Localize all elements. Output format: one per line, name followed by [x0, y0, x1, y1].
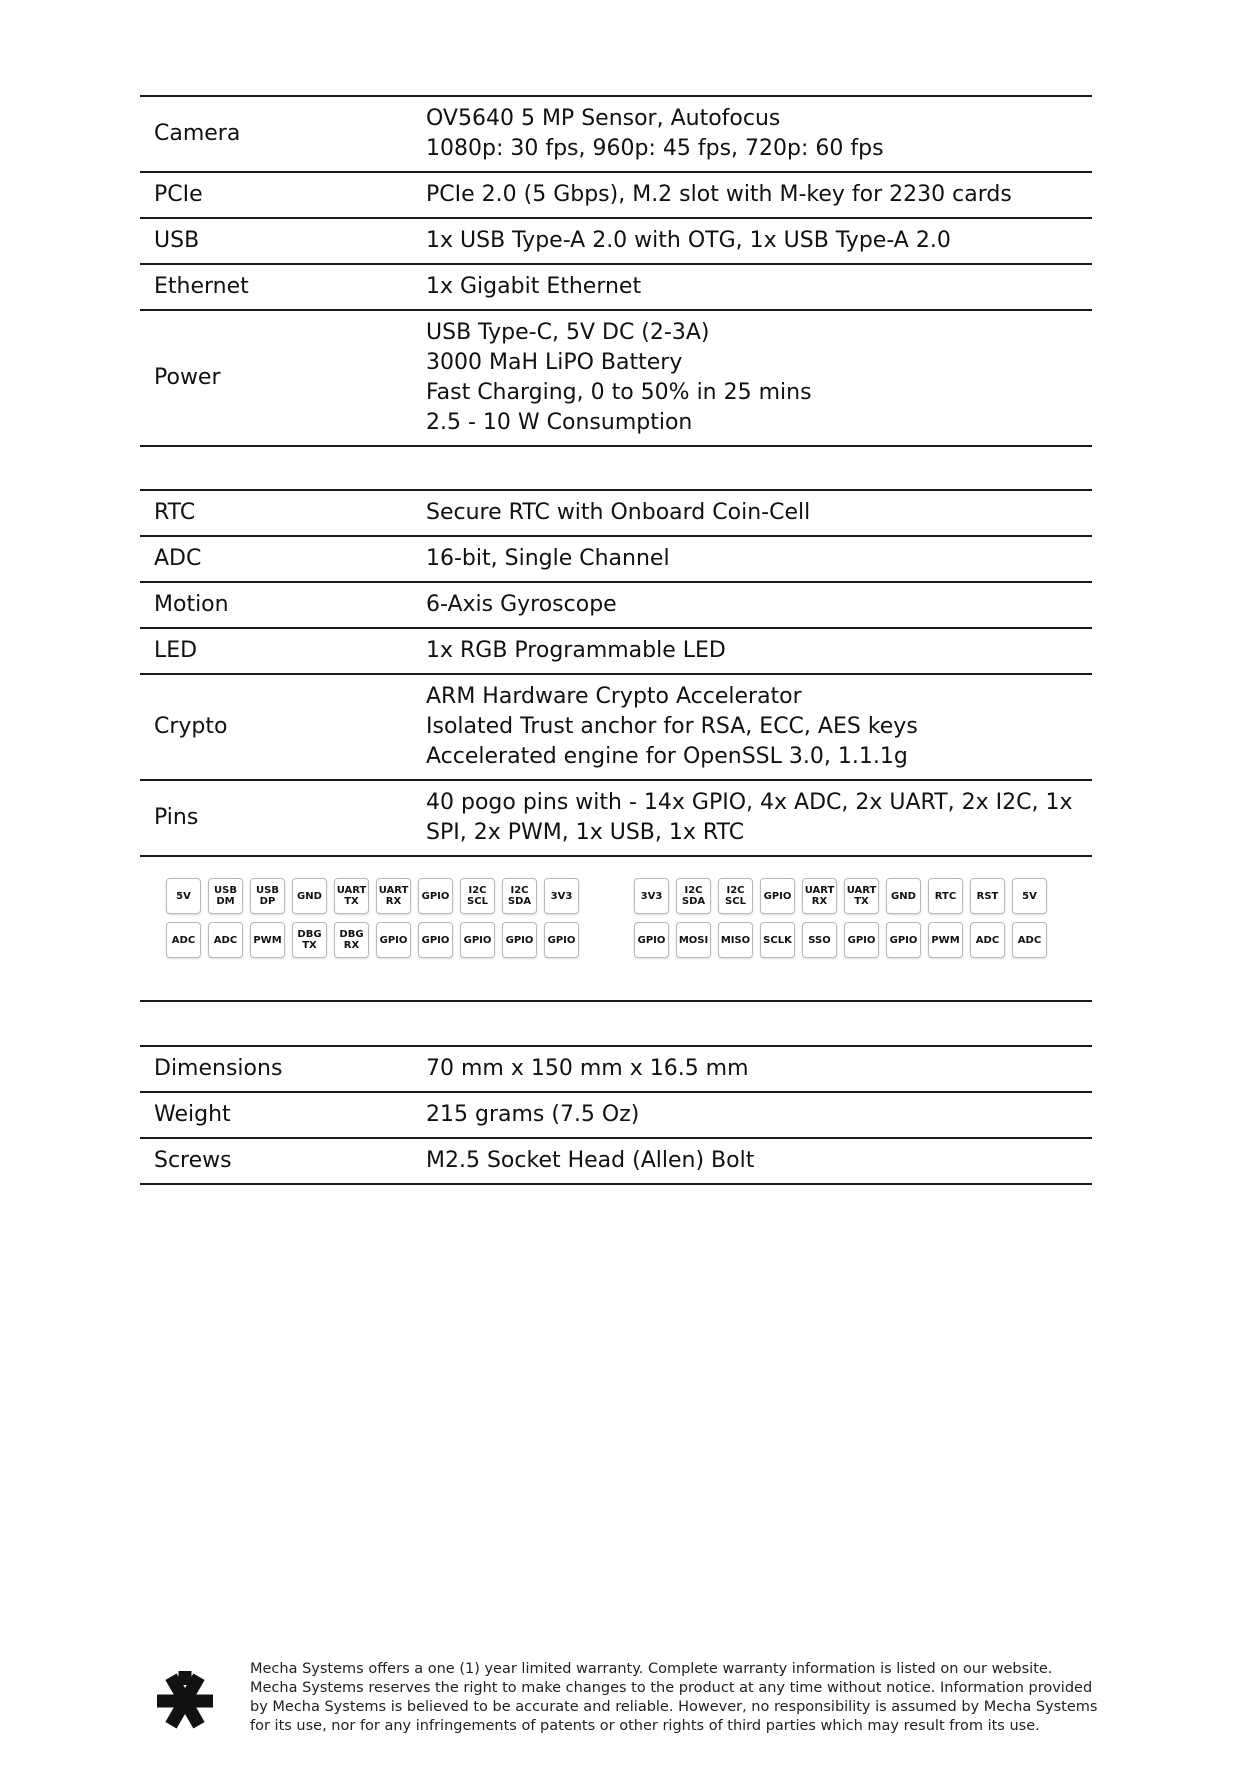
spec-value-line: 215 grams (7.5 Oz): [426, 1102, 640, 1127]
spec-value-line: 2.5 - 10 W Consumption: [426, 410, 693, 435]
pin-badge: I2C SDA: [502, 878, 537, 914]
spec-value: [426, 674, 1092, 780]
legal-line: by Mecha Systems is believed to be accurate and reliable. However, no responsibility is assumed by Mecha Systems: [250, 1699, 1098, 1715]
spec-value: [426, 582, 1092, 628]
spec-value-line: 6-Axis Gyroscope: [426, 592, 617, 617]
spec-row-ethernet: [140, 264, 1092, 310]
pin-badge: GPIO: [544, 922, 579, 958]
spec-label: Motion: [154, 592, 229, 617]
spec-row-usb: [140, 218, 1092, 264]
pin-badge: MISO: [718, 922, 753, 958]
spec-value: [426, 1046, 1092, 1092]
spec-label: Camera: [154, 121, 241, 146]
spec-value: [426, 218, 1092, 264]
spec-value: [426, 490, 1092, 536]
pin-badge: DBG TX: [292, 922, 327, 958]
spec-row-screws: [140, 1138, 1092, 1184]
pin-badge: GND: [886, 878, 921, 914]
spec-row-weight: [140, 1092, 1092, 1138]
pinout-diagram: [140, 858, 1092, 1002]
pin-row-top: [166, 878, 579, 914]
pin-badge: ADC: [208, 922, 243, 958]
spec-value-line: OV5640 5 MP Sensor, Autofocus: [426, 106, 781, 131]
spec-value: [426, 780, 1092, 856]
spec-value-line: Isolated Trust anchor for RSA, ECC, AES keys: [426, 714, 918, 739]
pin-badge: GPIO: [634, 922, 669, 958]
pin-badge: GPIO: [502, 922, 537, 958]
spec-value: [426, 264, 1092, 310]
spec-label: Screws: [154, 1148, 232, 1173]
spec-label: Ethernet: [154, 274, 249, 299]
pin-badge: 3V3: [634, 878, 669, 914]
spec-label: Weight: [154, 1102, 231, 1127]
pin-badge: USB DM: [208, 878, 243, 914]
spec-value-line: 16-bit, Single Channel: [426, 546, 670, 571]
spec-label: Crypto: [154, 714, 228, 739]
spec-row-pcie: [140, 172, 1092, 218]
spec-value-line: 70 mm x 150 mm x 16.5 mm: [426, 1056, 749, 1081]
pin-badge: 5V: [1012, 878, 1047, 914]
pin-badge: PWM: [250, 922, 285, 958]
spec-value-line: 3000 MaH LiPO Battery: [426, 350, 683, 375]
spec-value-line: USB Type-C, 5V DC (2-3A): [426, 320, 710, 345]
pin-badge: MOSI: [676, 922, 711, 958]
pin-badge: SSO: [802, 922, 837, 958]
spec-value-line: Accelerated engine for OpenSSL 3.0, 1.1.1g: [426, 744, 908, 769]
spec-value: [426, 1092, 1092, 1138]
spec-value: [426, 536, 1092, 582]
spec-value: [426, 1138, 1092, 1184]
spec-row-adc: [140, 536, 1092, 582]
legal-disclaimer: [250, 1660, 1100, 1736]
pin-badge: 3V3: [544, 878, 579, 914]
spec-row-led: [140, 628, 1092, 674]
pin-badge: ADC: [970, 922, 1005, 958]
spec-value-line: Fast Charging, 0 to 50% in 25 mins: [426, 380, 812, 405]
pin-row-bottom: [634, 922, 1047, 958]
spec-value-line: 1x Gigabit Ethernet: [426, 274, 642, 299]
spec-table-features: [140, 489, 1092, 857]
spec-value-line: 1x USB Type-A 2.0 with OTG, 1x USB Type-A 2.0: [426, 228, 951, 253]
pin-group-left: [166, 878, 579, 966]
spec-label: Pins: [154, 805, 199, 830]
spec-label: RTC: [154, 500, 196, 525]
spec-label: USB: [154, 228, 200, 253]
spec-value: [426, 310, 1092, 446]
pin-badge: UART RX: [802, 878, 837, 914]
spec-row-rtc: [140, 490, 1092, 536]
spec-value: [426, 628, 1092, 674]
spec-table-hardware: [140, 95, 1092, 447]
pin-badge: DBG RX: [334, 922, 369, 958]
pin-badge: GPIO: [460, 922, 495, 958]
pin-badge: PWM: [928, 922, 963, 958]
pin-badge: RST: [970, 878, 1005, 914]
pin-badge: USB DP: [250, 878, 285, 914]
pin-badge: GPIO: [376, 922, 411, 958]
spec-value: [426, 172, 1092, 218]
pin-badge: 5V: [166, 878, 201, 914]
legal-line: Mecha Systems reserves the right to make changes to the product at any time without notice. Information provided: [250, 1680, 1093, 1696]
spec-label: PCIe: [154, 182, 203, 207]
pin-badge: ADC: [1012, 922, 1047, 958]
pin-badge: GND: [292, 878, 327, 914]
pin-badge: UART RX: [376, 878, 411, 914]
spec-value-line: 1080p: 30 fps, 960p: 45 fps, 720p: 60 fps: [426, 136, 884, 161]
legal-line: Mecha Systems offers a one (1) year limited warranty. Complete warranty information is listed on our website.: [250, 1661, 1053, 1677]
spec-row-motion: [140, 582, 1092, 628]
pin-badge: I2C SCL: [718, 878, 753, 914]
pin-badge: GPIO: [844, 922, 879, 958]
legal-line: for its use, nor for any infringements of patents or other rights of third parties which may result from its use.: [250, 1718, 1040, 1734]
spec-row-power: [140, 310, 1092, 446]
pin-badge: UART TX: [844, 878, 879, 914]
spec-value-line: SPI, 2x PWM, 1x USB, 1x RTC: [426, 820, 745, 845]
spec-row-camera: [140, 96, 1092, 172]
pin-group-right: [634, 878, 1047, 966]
spec-value-line: M2.5 Socket Head (Allen) Bolt: [426, 1148, 755, 1173]
spec-value-line: PCIe 2.0 (5 Gbps), M.2 slot with M-key for 2230 cards: [426, 182, 1012, 207]
spec-value-line: 1x RGB Programmable LED: [426, 638, 726, 663]
pin-badge: RTC: [928, 878, 963, 914]
spec-label: Dimensions: [154, 1056, 283, 1081]
spec-value: [426, 96, 1092, 172]
pin-badge: I2C SCL: [460, 878, 495, 914]
pin-badge: SCLK: [760, 922, 795, 958]
pin-badge: GPIO: [418, 922, 453, 958]
pin-badge: GPIO: [886, 922, 921, 958]
spec-row-pins: [140, 780, 1092, 856]
pin-badge: ADC: [166, 922, 201, 958]
pin-row-bottom: [166, 922, 579, 958]
spec-label: LED: [154, 638, 198, 663]
spec-label: Power: [154, 365, 221, 390]
spec-table-physical: [140, 1045, 1092, 1185]
pin-badge: I2C SDA: [676, 878, 711, 914]
pin-row-top: [634, 878, 1047, 914]
spec-value-line: ARM Hardware Crypto Accelerator: [426, 684, 802, 709]
spec-row-crypto: [140, 674, 1092, 780]
spec-value-line: 40 pogo pins with - 14x GPIO, 4x ADC, 2x UART, 2x I2C, 1x: [426, 790, 1073, 815]
spec-value-line: Secure RTC with Onboard Coin-Cell: [426, 500, 811, 525]
pin-badge: UART TX: [334, 878, 369, 914]
spec-label: ADC: [154, 546, 202, 571]
pin-badge: GPIO: [418, 878, 453, 914]
pin-badge: GPIO: [760, 878, 795, 914]
spec-row-dimensions: [140, 1046, 1092, 1092]
mecha-asterisk-logo-icon: [150, 1666, 220, 1736]
